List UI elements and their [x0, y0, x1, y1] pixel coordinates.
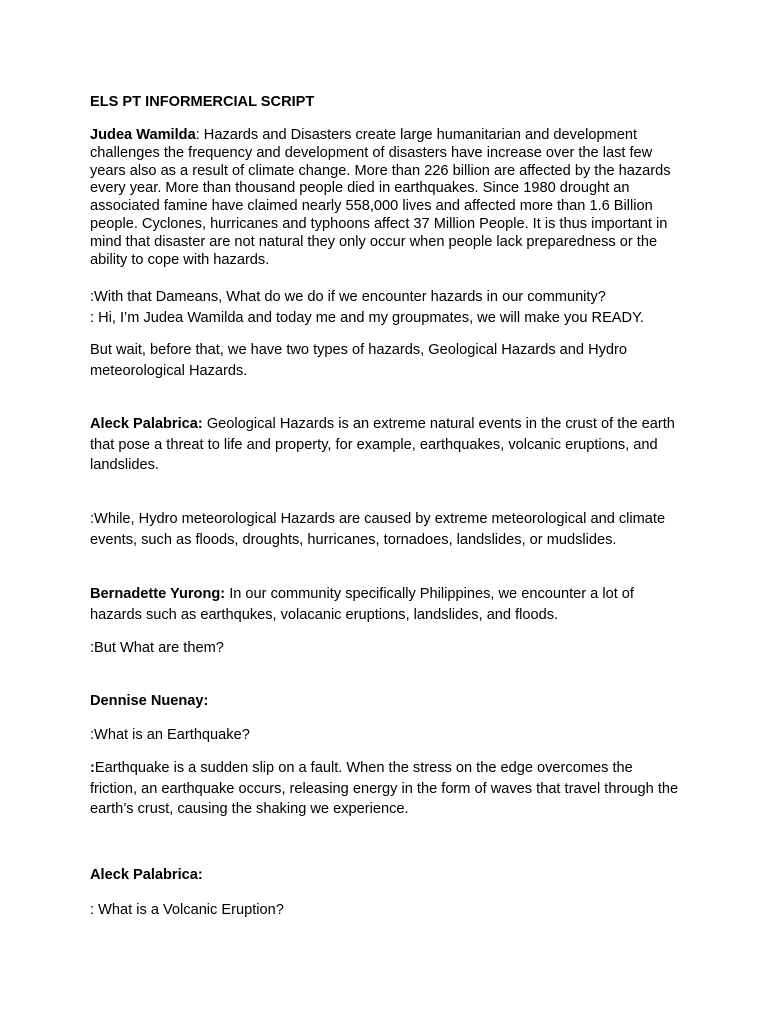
paragraph-text: In our community specifically Philippines, we encounter a lot of hazards such as earthqukes, volacanic eruptions, landslides, and floods.: [90, 586, 634, 623]
speaker-name: Judea Wamilda: [90, 127, 196, 143]
paragraph-volcanic-question: : What is a Volcanic Eruption?: [90, 902, 284, 918]
speaker-name: Aleck Palabrica:: [90, 416, 203, 432]
paragraph-hazard-types: But wait, before that, we have two types of hazards, Geological Hazards and Hydro meteorological Hazards.: [90, 342, 628, 379]
speaker-heading: [90, 865, 680, 886]
line-text: : Hi, I’m Judea Wamilda and today me and my groupmates, we will make you READY.: [90, 309, 644, 326]
paragraph-community: [90, 584, 680, 625]
paragraph-text: Geological Hazards is an extreme natural events in the crust of the earth that pose a threat to life and property, for example, earthquakes, volcanic eruptions, and landslides.: [90, 416, 675, 474]
paragraph-earthquake-answer: [90, 758, 680, 820]
speaker-heading: [90, 691, 680, 712]
paragraph-intro: [90, 127, 680, 269]
paragraph-question: :But What are them?: [90, 640, 224, 656]
speaker-name: Dennise Nuenay:: [90, 693, 209, 709]
line-text: :With that Dameans, What do we do if we encounter hazards in our community?: [90, 289, 606, 305]
paragraph-greeting: [90, 287, 680, 328]
paragraph-hydro: :While, Hydro meteorological Hazards are caused by extreme meteorological and climate events, such as floods, droughts, hurricanes, tornadoes, landslides, or mudslides.: [90, 511, 666, 548]
document-title: ELS PT INFORMERCIAL SCRIPT: [90, 94, 315, 110]
paragraph-text: Earthquake is a sudden slip on a fault. When the stress on the edge overcomes the friction, an earthquake occurs, releasing energy in the form of waves that travel through the earth’s crust, causing the shaking we experience.: [90, 760, 679, 818]
speaker-name: Bernadette Yurong:: [90, 586, 226, 602]
paragraph-earthquake-question: :What is an Earthquake?: [90, 727, 250, 743]
paragraph-geological: [90, 414, 680, 476]
speaker-name: Aleck Palabrica:: [90, 867, 203, 883]
paragraph-text: : Hazards and Disasters create large humanitarian and development challenges the frequency and development of disasters have increase over the last few years also as a result of climate change. More than 226 billion are affected by the hazards every year. More than thousand people died in earthquakes. Since 1980 drought an associated famine have claimed nearly 558,000 lives and affected more than 1.6 Billion people. Cyclones, hurricanes and typhoons affect 37 Million People. It is thus important in mind that disaster are not natural they only occur when people lack preparedness or the ability to cope with hazards.: [90, 127, 671, 268]
prefix-colon: :: [90, 760, 95, 776]
document-page: [90, 0, 680, 1024]
